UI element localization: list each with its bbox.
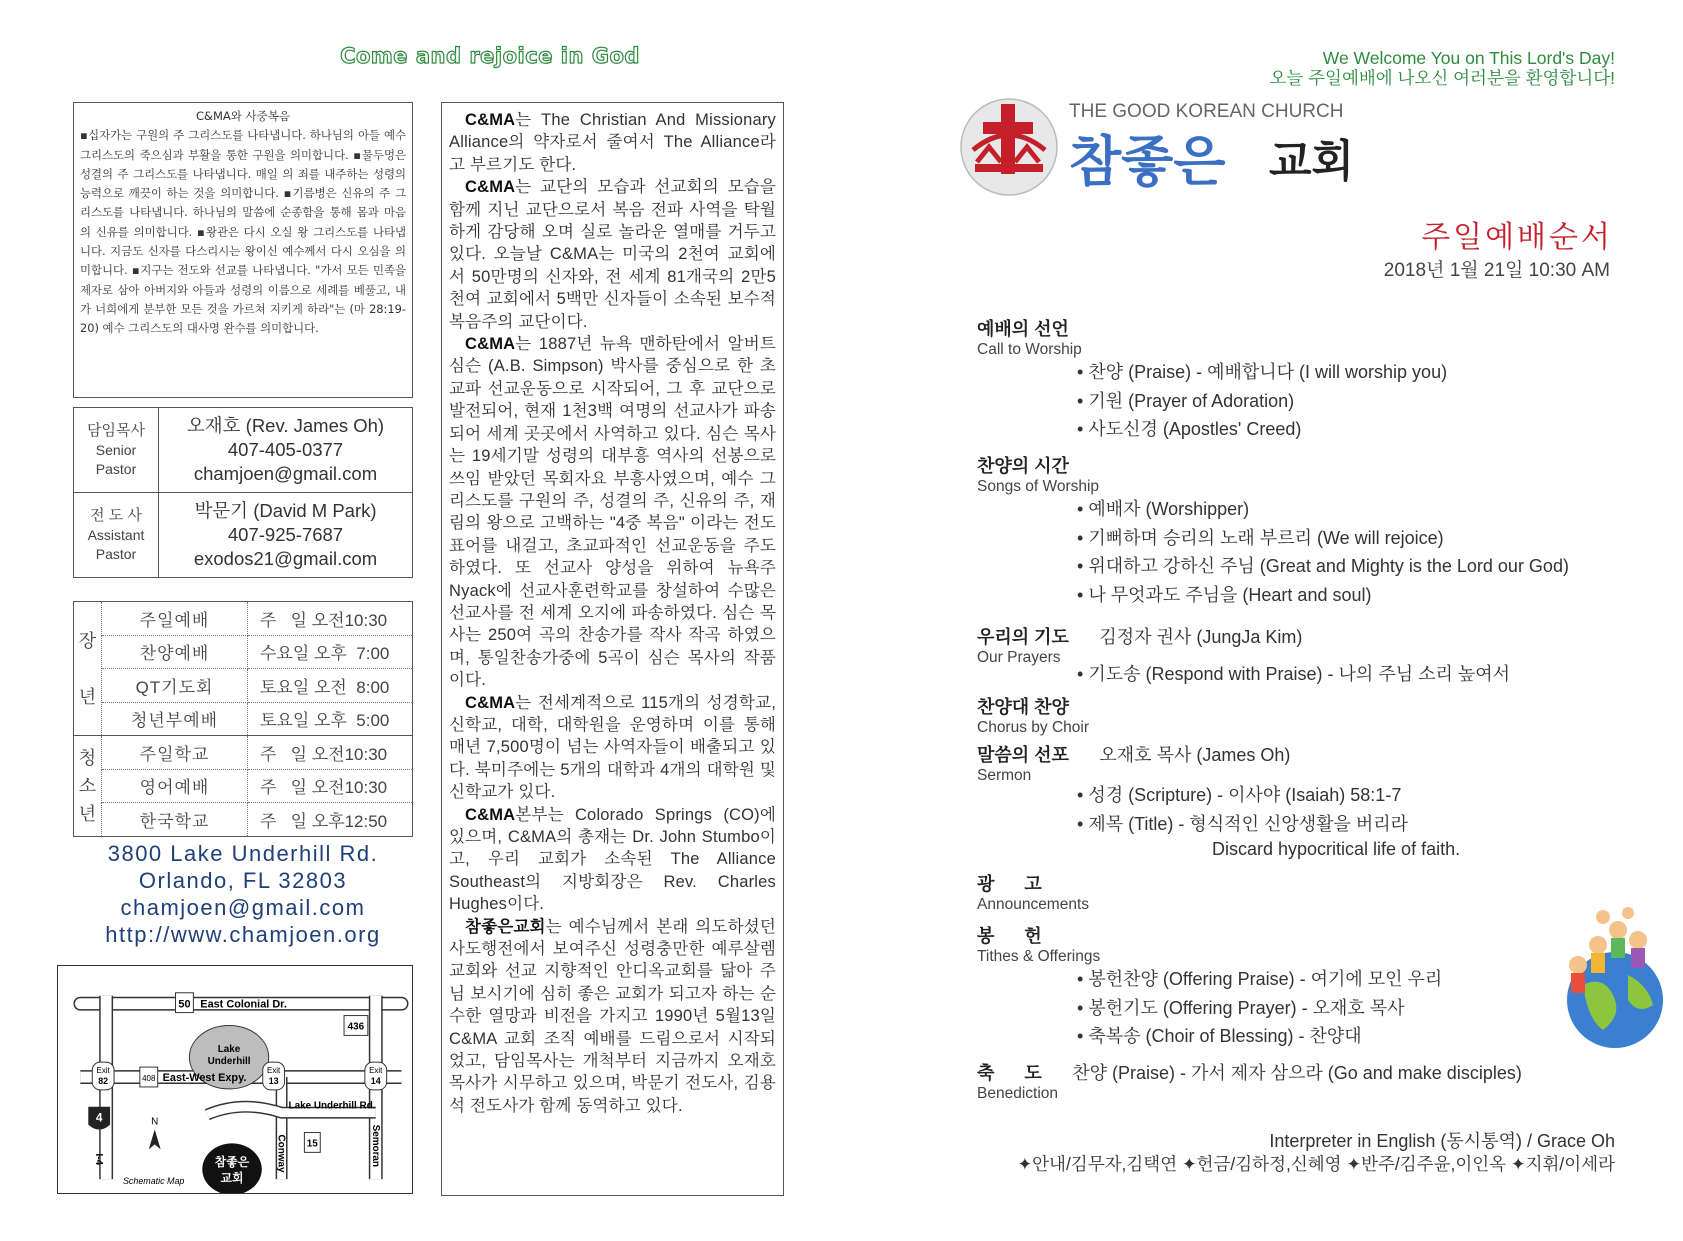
svg-text:N: N <box>151 1116 159 1128</box>
church-emblem-icon <box>961 99 1057 195</box>
service-name: 찬양예배 <box>102 635 248 669</box>
prayer-leader: 김정자 권사 (JungJa Kim) <box>1099 627 1303 647</box>
logo-korean-church: 교회 <box>1269 136 1355 187</box>
schedule-row <box>74 635 413 669</box>
svg-text:50: 50 <box>178 998 191 1011</box>
svg-text:Exit: Exit <box>267 1066 281 1076</box>
section-sermon <box>977 741 1290 785</box>
service-time: 주 일 오전10:30 <box>248 769 413 803</box>
service-name: 영어예배 <box>102 769 248 803</box>
svg-text:14: 14 <box>370 1075 381 1086</box>
pastor-role <box>74 493 159 578</box>
church-paragraph: 참좋은교회는 예수님께서 본래 의도하셨던 사도행전에서 보여주신 성령충만한 예루살렘교회와 선교 지향적인 안디옥교회를 닮아 주님 보시기에 심히 좋은 교회가 되고자 하는 순수한 열망과 비전을 가지고 1990년 5월13일 C&MA 교회 조직 예배를 드림으로서 시작되었고, 담임목사는 개척부터 지금까지 오재호 목사가 시무하고 있으며, 박문기 전도사, 김용석 전도사가 함께 동역하고 있다. <box>449 917 776 1115</box>
cma-paragraph: C&MA는 1887년 뉴욕 맨하탄에서 알버트 심슨 (A.B. Simpson) 박사를 중심으로 한 초교파 선교운동으로 시작되어, 그 후 교단으로 발전되어, 현재 1천3백 여명의 선교사가 파송되어 세계 곳곳에서 사역하고 있다. 심슨 목사는 19세기말 성령의 대부흥 역사의 선봉으로 쓰임 받았던 목회자요 부흥사였으며, 예수 그리스도를 구원의 주, 성결의 주, 신유의 주, 재림의 왕으로 고백하는 "4중 복음" 이라는 전도 표어를 내걸고, 초교파적인 선교운동을 주도하였다. 또 선교사 양성을 위하여 뉴욕주 Nyack에 선교사훈련학교를 창설하여 수많은 선교사를 전 세계 오지에 파송하였다. 심슨 목사는 250여 곡의 찬송가를 작사 작곡 하였으며, 통일찬송가중에 5곡이 심슨 목사의 작품이다. <box>449 335 776 690</box>
service-time: 주 일 오전10:30 <box>248 736 413 770</box>
svg-text:Exit: Exit <box>96 1066 110 1076</box>
north-arrow-icon <box>149 1117 161 1150</box>
svg-text:4: 4 <box>95 1110 103 1125</box>
program-item: • 기뻐하며 승리의 노래 부르리 (We will rejoice) <box>1077 524 1569 553</box>
pastor-email[interactable]: exodos21@gmail.com <box>193 548 378 569</box>
section-announcements <box>977 870 1089 914</box>
section-title-en: Chorus by Choir <box>977 719 1089 736</box>
pastor-info <box>159 408 413 493</box>
pastor-email[interactable]: chamjoen@gmail.com <box>193 463 378 484</box>
service-name: 주일학교 <box>102 736 248 770</box>
section-title-ko: 예배의 선언 <box>977 319 1069 339</box>
program-item: • 예배자 (Worshipper) <box>1077 495 1569 524</box>
schematic-map-label: Schematic Map <box>122 1176 185 1187</box>
program-item: • 위대하고 강하신 주님 (Great and Mighty is the Lord our God) <box>1077 552 1569 581</box>
pastor-phone[interactable]: 407-405-0377 <box>227 439 344 460</box>
songs-of-worship-items <box>1077 495 1569 609</box>
program-item: • 기도송 (Respond with Praise) - 나의 주님 소리 높여서 <box>1077 660 1510 689</box>
children-globe-icon <box>1553 905 1668 1050</box>
section-title-en: Announcements <box>977 896 1090 913</box>
pastor-phone[interactable]: 407-925-7687 <box>227 524 344 545</box>
service-name: 주일예배 <box>102 602 248 636</box>
svg-text:참좋은: 참좋은 <box>214 1155 250 1170</box>
left-heading: Come and rejoice in God <box>340 44 640 68</box>
program-item: • 나 무엇과도 주님을 (Heart and soul) <box>1077 581 1569 610</box>
program-item: • 봉헌기도 (Offering Prayer) - 오재호 목사 <box>1077 994 1442 1023</box>
exit-14-sign <box>365 1062 387 1090</box>
our-prayers-items <box>1077 660 1510 689</box>
section-choir <box>977 693 1089 737</box>
service-name: 청년부예배 <box>102 702 248 736</box>
expressway-label: East-West Expy. <box>162 1071 247 1084</box>
schedule-row <box>74 702 413 736</box>
program-item: • 사도신경 (Apostles' Creed) <box>1077 415 1447 444</box>
pastor-table <box>73 407 413 578</box>
section-title-en: Tithes & Offerings <box>977 948 1101 965</box>
cma-paragraph: C&MA는 교단의 모습과 선교회의 모습을 함께 지닌 교단으로서 복음 전파 사역을 탁월하게 감당해 오며 실로 놀라운 열매를 거두고 있다. 오늘날 C&MA는 미국의 2천여 교회에서 50만명의 신자와, 전 세계 81개국의 2만5천여 교회에서 5백만 신자들이 소속된 보수적 복음주의 교단이다. <box>449 178 776 331</box>
welcome-message <box>1269 48 1615 88</box>
sermon-items <box>1077 781 1460 860</box>
interstate-4-shield <box>88 1107 110 1130</box>
section-title-en: Our Prayers <box>977 649 1061 666</box>
church-website-link[interactable]: http://www.chamjoen.org <box>105 922 381 947</box>
service-date: 2018년 1월 21일 10:30 AM <box>1383 260 1610 281</box>
gospel-body: ▪십자가는 구원의 주 그리스도를 나타냅니다. 하나님의 아들 예수 그리스도의 죽으심과 부활을 통한 구원을 의미합니다. ▪물두멍은 성결의 주 그리스도를 나타냅니다. 매일 의 죄를 내주하는 성령의 능력으로 깨끗이 하는 것을 의미합니다. ▪기름병은 신유의 주 그리스도를 나타냅니다. 하나님의 말씀에 순종함을 통해 몸과 마음의 신유를 의미합니다. ▪왕관은 다시 오실 왕 그리스도를 나타냅니다. 지금도 신자를 다스리시는 왕이신 예수께서 다시 오심을 의미합니다. ▪지구는 전도와 선교를 나타냅니다. "가서 모든 민족을 제자로 삼아 아버지와 아들과 성령의 이름으로 세례를 베풀고, 내가 너희에게 분부한 모든 것을 가르쳐 지키게 하라"는 (마 28:19-20) 예수 그리스도의 대사명 완수를 의미합니다. <box>80 128 406 336</box>
svg-text:교회: 교회 <box>220 1171 244 1186</box>
svg-text:15: 15 <box>306 1138 318 1150</box>
cma-paragraph: C&MA는 전세계적으로 115개의 성경학교, 신학교, 대학, 대학원을 운영하며 이를 통해 매년 7,500명이 넘는 사역자들이 배출되고 있다. 북미주에는 5개의 대학과 4개의 대학원 및 신학교가 있다. <box>449 693 776 802</box>
welcome-ko: 오늘 주일예배에 나오신 여러분을 환영합니다! <box>1269 68 1615 88</box>
schedule-row <box>74 736 413 770</box>
church-marker <box>202 1143 261 1194</box>
semoran-label: Semoran <box>369 1124 381 1168</box>
i4-label: I-4 <box>93 1153 105 1166</box>
program-item: • 제목 (Title) - 형식적인 신앙생활을 버리라 <box>1077 810 1460 839</box>
section-title-en: Sermon <box>977 767 1032 784</box>
preacher: 오재호 목사 (James Oh) <box>1099 745 1291 765</box>
logo-korean-name: 참좋은 <box>1069 130 1226 193</box>
service-time: 수요일 오후 7:00 <box>248 635 413 669</box>
service-time: 토요일 오전 8:00 <box>248 669 413 703</box>
section-title-en: Songs of Worship <box>977 478 1100 495</box>
group-youth: 청 소 년 <box>74 736 102 837</box>
program-item: • 찬양 (Praise) - 예배합니다 (I will worship you) <box>1077 358 1447 387</box>
cma-description-box <box>441 102 784 1196</box>
colonial-label: East Colonial Dr. <box>200 998 287 1011</box>
schedule-row <box>74 769 413 803</box>
program-item: • 기원 (Prayer of Adoration) <box>1077 387 1447 416</box>
svg-text:436: 436 <box>347 1021 365 1033</box>
role-ko: 전 도 사 <box>90 507 142 524</box>
call-to-worship-items <box>1077 358 1447 444</box>
conway-label: Conway <box>275 1134 287 1173</box>
schematic-map <box>57 965 413 1194</box>
role-en: Pastor <box>95 546 137 562</box>
section-call-to-worship <box>977 315 1082 359</box>
program-item: • 성경 (Scripture) - 이사야 (Isaiah) 58:1-7 <box>1077 781 1460 810</box>
schedule-row <box>74 602 413 636</box>
section-title-en: Call to Worship <box>977 341 1082 358</box>
section-title-ko: 봉 헌 <box>977 926 1042 946</box>
section-title-ko: 찬양의 시간 <box>977 456 1069 476</box>
section-title-ko: 우리의 기도 <box>977 627 1069 647</box>
service-time: 주 일 오후12:50 <box>248 803 413 837</box>
exit-13-sign <box>263 1062 285 1090</box>
welcome-en: We Welcome You on This Lord's Day! <box>1322 48 1615 68</box>
section-songs-of-worship <box>977 452 1099 496</box>
street-address: 3800 Lake Underhill Rd. <box>107 841 379 866</box>
church-address <box>73 840 413 948</box>
pastor-role <box>74 408 159 493</box>
section-title-ko: 축 도 <box>977 1063 1042 1083</box>
program-item: • 봉헌찬양 (Offering Praise) - 여기에 모인 우리 <box>1077 965 1442 994</box>
service-schedule-table <box>73 601 413 837</box>
sermon-subtitle: Discard hypocritical life of faith. <box>1212 839 1461 859</box>
service-name: 한국학교 <box>102 803 248 837</box>
section-title-ko: 말씀의 선포 <box>977 745 1069 765</box>
svg-text:82: 82 <box>98 1075 109 1086</box>
service-roles: ✦안내/김무자,김택연 ✦헌금/김하정,신혜영 ✦반주/김주윤,이인옥 ✦지휘/이세라 <box>1017 1154 1615 1174</box>
interpreter-note: Interpreter in English (동시통역) / Grace Oh <box>1269 1131 1615 1151</box>
pastor-name: 오재호 (Rev. James Oh) <box>186 415 385 436</box>
church-email-link[interactable]: chamjoen@gmail.com <box>120 895 366 920</box>
group-adult: 장 년 <box>74 602 102 736</box>
role-en: Senior <box>95 442 137 458</box>
service-time: 주 일 오전10:30 <box>248 602 413 636</box>
section-benediction <box>977 1059 1522 1103</box>
service-time: 토요일 오후 5:00 <box>248 702 413 736</box>
svg-text:408: 408 <box>142 1073 156 1083</box>
pastor-info <box>159 493 413 578</box>
service-name: QT기도회 <box>102 669 248 703</box>
svg-text:Exit: Exit <box>369 1066 383 1076</box>
section-title-en: Benediction <box>977 1085 1059 1102</box>
cma-paragraph: C&MA본부는 Colorado Springs (CO)에 있으며, C&MA의 총재는 Dr. John Stumbo이고, 우리 교회가 소속된 The Alliance Southeast의 지방회장은 Rev. Charles Hughes이다. <box>449 805 776 914</box>
section-title-ko: 광 고 <box>977 874 1042 894</box>
fourfold-gospel-box <box>73 102 413 398</box>
cma-paragraph: C&MA는 The Christian And Missionary Alliance의 약자로서 줄여서 The Alliance라고 부르기도 한다. <box>449 111 776 174</box>
city-address: Orlando, FL 32803 <box>138 868 348 893</box>
section-title-ko: 찬양대 찬양 <box>977 697 1069 717</box>
exit-82-sign <box>92 1062 114 1090</box>
role-en: Pastor <box>95 461 137 477</box>
svg-text:Underhill: Underhill <box>207 1056 251 1068</box>
logo-english-name: THE GOOD KOREAN CHURCH <box>1069 101 1344 122</box>
pastor-row <box>74 493 413 578</box>
schedule-row <box>74 669 413 703</box>
order-of-worship-title: 주일예배순서 <box>1421 220 1613 255</box>
pastor-name: 박문기 (David M Park) <box>194 500 377 521</box>
benediction-song: 찬양 (Praise) - 가서 제자 삼으라 (Go and make disciples) <box>1072 1063 1522 1083</box>
section-offering <box>977 922 1100 966</box>
church-logo <box>957 92 1407 202</box>
program-item: • 축복송 (Choir of Blessing) - 찬양대 <box>1077 1022 1442 1051</box>
offering-items <box>1077 965 1442 1051</box>
svg-text:13: 13 <box>268 1075 279 1086</box>
gospel-title: C&MA와 사중복음 <box>196 109 290 123</box>
svg-text:Lake: Lake <box>217 1044 241 1056</box>
role-en: Assistant <box>87 527 145 543</box>
underhill-road-label: Lake Underhill Rd. <box>288 1100 376 1112</box>
schedule-row <box>74 803 413 837</box>
role-ko: 담임목사 <box>87 422 145 439</box>
pastor-row <box>74 408 413 493</box>
